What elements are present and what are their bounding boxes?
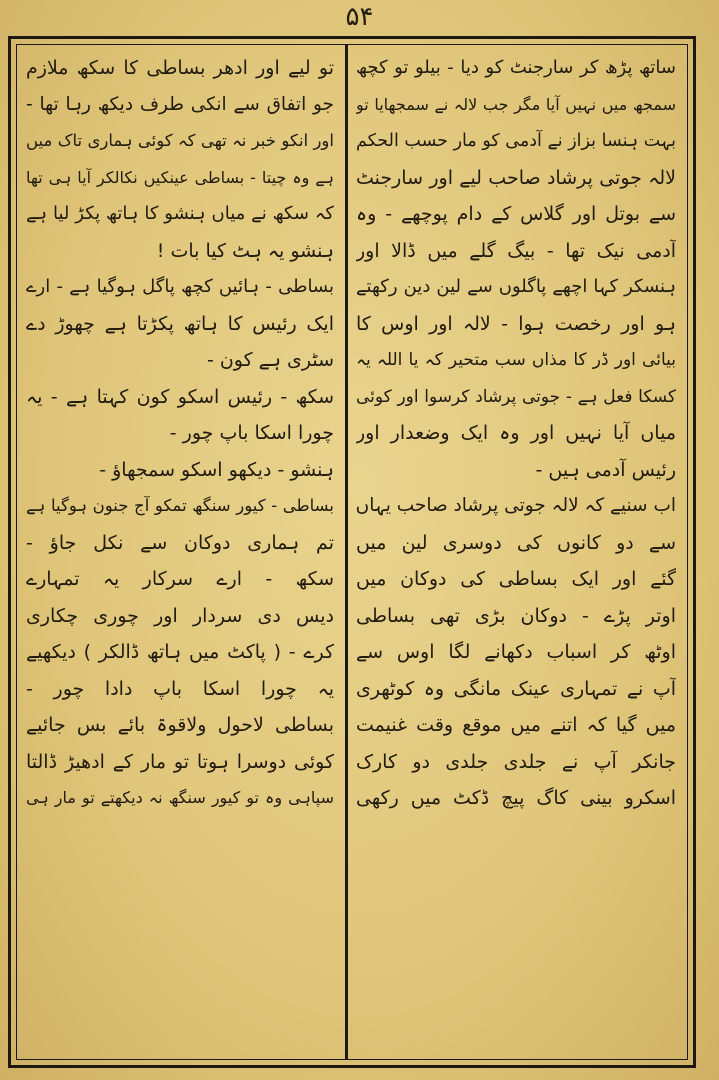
text-line: ہنسکر کہا اچھے پاگلوں سے لین دین رکھتے	[356, 276, 676, 297]
right-text-column	[352, 50, 682, 1054]
text-line: سکھ - ارے سرکار یہ تمہارے	[26, 568, 334, 590]
text-line: لالہ جوتی پرشاد صاحب لیے اور سارجنٹ	[356, 166, 676, 189]
text-line: میں گیا کہ اتنے میں موقع وقت غنیمت	[356, 714, 676, 736]
text-line: گئے اور ایک بساطی کی دوکان میں	[356, 568, 676, 590]
text-line: اوتر پڑے - دوکان بڑی تھی بساطی	[356, 604, 676, 627]
text-line: اسکرو بینی کاگ پیچ ڈکٹ میں رکھی	[356, 787, 676, 809]
text-line: سمجھ میں نہیں آیا مگر جب لالہ نے سمجھایا تو	[356, 94, 676, 114]
text-line: اب سنیے کہ لالہ جوتی پرشاد صاحب یہاں	[356, 495, 676, 516]
text-line: ایک رئیس کا ہاتھ پکڑتا ہے چھوڑ دے	[26, 312, 334, 335]
text-line: دیس دی سردار اور چوری چکاری	[26, 604, 334, 627]
text-line: کسکا فعل ہے - جوتی پرشاد کرسوا اور کوئی	[356, 386, 676, 407]
text-line: تم ہماری دوکان سے نکل جاؤ -	[26, 531, 334, 554]
text-line: چورا اسکا باپ چور -	[169, 422, 334, 444]
text-line: سے دو کانوں کی دوسری لین میں	[356, 531, 676, 554]
text-line: کوئی دوسرا ہوتا تو مار کے ادھیڑ ڈالتا	[26, 750, 334, 773]
text-line: سٹری ہے کون -	[206, 349, 334, 371]
text-line: جانکر آپ نے جلدی جلدی دو کارک	[356, 750, 676, 773]
text-line: سے بوتل اور گلاس کے دام پوچھے - وہ	[356, 203, 676, 225]
text-line: میاں آیا نہیں اور وہ ایک وضعدار اور	[356, 422, 676, 444]
text-line: بساطی - ہائیں کچھ پاگل ہوگیا ہے - ارے	[26, 276, 334, 297]
text-line: سکھ - رئیس اسکو کون کہتا ہے - یہ	[26, 385, 334, 408]
text-line: ہو اور رخصت ہوا - لالہ اور اوس کا	[356, 312, 676, 335]
text-line: بہت ہنسا بزاز نے آدمی کو مار حسب الحکم	[356, 131, 676, 151]
text-line: آپ نے تمہاری عینک مانگی وہ کوٹھری	[356, 677, 676, 700]
left-text-column	[22, 50, 340, 1054]
text-line: جو اتفاق سے انکی طرف دیکھ رہا تھا -	[26, 93, 334, 115]
text-line: تو لیے اور ادھر بساطی کا سکھ ملازم	[26, 57, 334, 79]
text-line: بساطی لاحول ولاقوۃ بائے بس جائیے	[26, 714, 334, 736]
text-line: رئیس آدمی ہیں -	[535, 458, 676, 481]
page-number: ۵۴	[345, 2, 374, 32]
text-line: ہنشو - دیکھو اسکو سمجھاؤ -	[99, 458, 334, 481]
text-line: ہنشو یہ ہٹ کیا بات !	[156, 239, 334, 262]
text-line: اور انکو خبر نہ تھی کہ کوئی ہماری تاک میں	[26, 131, 334, 150]
text-line: ہے وہ چیتا - بساطی عینکیں نکالکر آیا ہی تھا	[26, 167, 334, 187]
text-line: یہ چورا اسکا باپ دادا چور -	[26, 677, 334, 700]
text-line: بساطی - کیور سنگھ تمکو آج جنون ہوگیا ہے	[26, 496, 334, 515]
text-line: اوٹھ کر اسباب دکھانے لگا اوس سے	[356, 641, 676, 663]
column-divider	[345, 44, 348, 1060]
text-line: بیائی اور ڈر کا مذاں سب متحیر کہ یا اللہ یہ	[356, 350, 676, 370]
text-line: سپاہی وہ تو کیور سنگھ نہ دیکھتے تو مار ہی	[26, 788, 334, 807]
text-line: کرے - ( پاکٹ میں ہاتھ ڈالکر ) دیکھیے	[26, 641, 334, 663]
text-line: ساتھ پڑھ کر سارجنٹ کو دیا - بیلو تو کچھ	[356, 57, 676, 78]
text-line: کہ سکھ نے میاں ہنشو کا ہاتھ پکڑ لیا ہے	[26, 203, 334, 224]
text-line: آدمی نیک تھا - بیگ گلے میں ڈالا اور	[356, 239, 676, 262]
